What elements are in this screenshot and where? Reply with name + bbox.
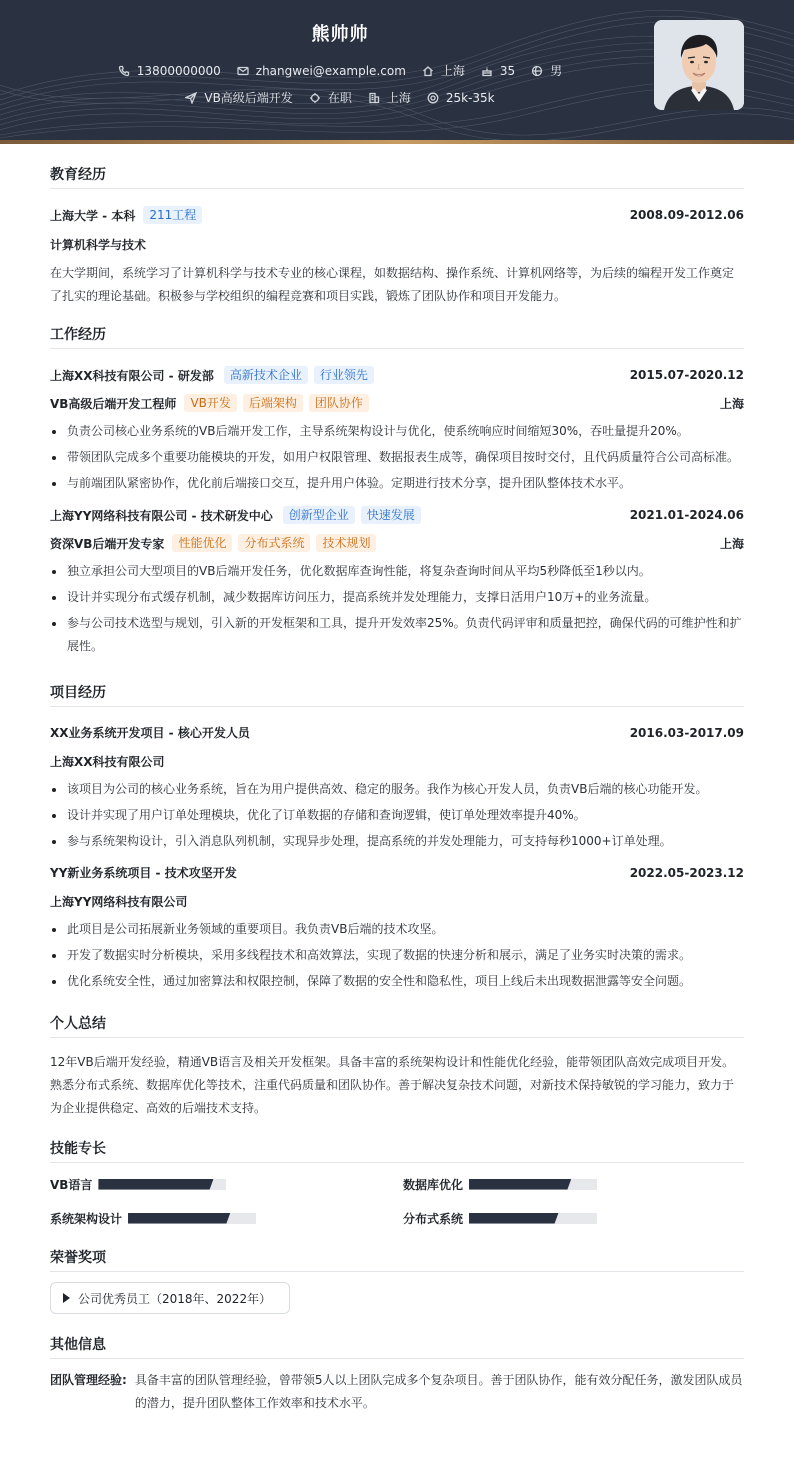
salary-value: 25k-35k [445,90,495,105]
list-item: 与前端团队紧密协作，优化前后端接口交互，提升用户体验。定期进行技术分享，提升团队整体技术水平。 [50,472,744,495]
other-value: 具备丰富的团队管理经验，曾带领5人以上团队完成多个复杂项目。善于团队协作，能有效分配任务，激发团队成员的潜力，提升团队整体工作效率和技术水平。 [134,1373,743,1410]
project-bullets [50,918,744,993]
education-date: 2008.09-2012.06 [629,208,744,222]
send-icon [185,92,197,104]
skill-name: 系统架构设计 [50,1211,123,1226]
awards-title: 荣誉奖项 [50,1247,744,1272]
list-item: 设计并实现了用户订单处理模块，优化了订单数据的存储和查询逻辑，使订单处理效率提升40%。 [50,804,744,827]
cake-icon [481,65,493,77]
skill-level-bar [469,1213,597,1224]
list-item: 此项目是公司拓展新业务领域的重要项目。我负责VB后端的技术攻坚。 [50,918,744,941]
summary-text: 12年VB后端开发经验，精通VB语言及相关开发框架。具备丰富的系统架构设计和性能优化经验，能带领团队高效完成项目开发。熟悉分布式系统、数据库优化等技术，注重代码质量和团队协作。善于解决复杂技术问题，对新技术保持敏锐的学习能力，致力于为企业提供稳定、高效的后端技术支持。 [50,1055,735,1115]
summary-section [50,1013,744,1120]
money-icon [427,92,439,104]
project-entry [50,724,744,853]
gender-value: 男 [550,64,563,78]
skills-grid [50,1173,744,1229]
home-icon [422,65,434,77]
summary-title: 个人总结 [50,1013,744,1038]
company-tag: 创新型企业 [283,506,355,524]
project-company: 上海YY网络科技有限公司 [50,895,188,909]
job-entry [50,366,744,495]
project-date: 2022.05-2023.12 [629,865,744,880]
resume-header [0,0,794,140]
status-item [309,89,352,106]
resume-body [50,144,744,1415]
education-description: 在大学期间，系统学习了计算机科学与技术专业的核心课程，如数据结构、操作系统、计算机网络等，为后续的编程开发工作奠定了扎实的理论基础。积极参与学校组织的编程竞赛和项目实践，锻炼了团队协作和项目开发能力。 [50,266,735,303]
list-item: 带领团队完成多个重要功能模块的开发，如用户权限管理、数据报表生成等，确保项目按时交付，且代码质量符合公司高标准。 [50,446,744,469]
list-item: 设计并实现分布式缓存机制，减少数据库访问压力，提高系统并发处理能力，支撑日活用户10万+的业务流量。 [50,586,744,609]
project-name: YY新业务系统项目 - 技术攻坚开发 [50,866,237,880]
job-bullets [50,560,744,658]
job-role: VB高级后端开发工程师 [50,396,177,411]
job-date: 2015.07-2020.12 [629,368,744,382]
profile-avatar-illustration [654,20,744,110]
skill-level-fill [469,1179,571,1190]
other-key: 团队管理经验: [50,1373,127,1387]
project-date: 2016.03-2017.09 [629,725,744,740]
awards-section [50,1247,744,1314]
skill-level-fill [98,1179,213,1190]
gender-icon [531,65,543,77]
profile-photo [654,20,744,110]
award-label: 公司优秀员工（2018年、2022年） [78,1291,272,1306]
role-tag: VB开发 [184,394,236,412]
job-date: 2021.01-2024.06 [629,508,744,522]
job-city: 上海 [719,396,744,411]
skill-name: 分布式系统 [403,1211,464,1226]
projects-section [50,682,744,993]
candidate-name: 熊帅帅 [311,24,369,45]
role-tag: 团队协作 [309,394,369,412]
skill-level-bar [98,1179,226,1190]
project-entry [50,864,744,993]
role-tag: 技术规划 [316,534,376,552]
list-item: 开发了数据实时分析模块，采用多线程技术和高效算法，实现了数据的快速分析和展示，满足了业务实时决策的需求。 [50,944,744,967]
award-toggle[interactable] [50,1282,290,1314]
job-company-row [50,506,744,524]
age-value: 35 [499,63,516,78]
project-header-row [50,864,744,881]
job-city: 上海 [719,536,744,551]
phone-icon [118,65,130,77]
other-item [50,1369,744,1415]
company-name: 上海XX科技有限公司 - 研发部 [50,368,214,383]
school-tag: 211工程 [143,206,202,224]
education-header-row [50,206,744,224]
city-item [368,89,411,106]
skills-title: 技能专长 [50,1138,744,1163]
list-item: 独立承担公司大型项目的VB后端开发任务，优化数据库查询性能，将复杂查询时间从平均5秒降低至1秒以内。 [50,560,744,583]
age-item [481,64,515,78]
education-section [50,164,744,308]
email-icon [237,65,249,77]
email-item [237,64,406,78]
company-tag: 快速发展 [361,506,421,524]
project-name: XX业务系统开发项目 - 核心开发人员 [50,726,250,740]
job-company-row [50,366,744,384]
phone-item [118,64,221,78]
major: 计算机科学与技术 [50,238,147,252]
location-item [422,62,465,79]
role-tag: 分布式系统 [238,534,310,552]
position-item [185,89,292,106]
skill-item [403,1207,744,1229]
skills-section [50,1138,744,1229]
building-icon [368,92,380,104]
company-name: 上海YY网络科技有限公司 - 技术研发中心 [50,508,273,523]
job-bullets [50,420,744,495]
expand-triangle-icon [63,1293,70,1303]
skill-level-bar [128,1213,256,1224]
job-role-row [50,394,744,412]
other-title: 其他信息 [50,1334,744,1359]
education-title: 教育经历 [50,164,744,189]
other-section [50,1334,744,1415]
position-value: VB高级后端开发 [204,91,293,105]
job-info-row [0,89,680,106]
list-item: 参与系统架构设计，引入消息队列机制，实现异步处理，提高系统的并发处理能力，可支持每秒1000+订单处理。 [50,830,744,853]
project-company: 上海XX科技有限公司 [50,755,165,769]
status-icon [309,92,321,104]
list-item: 参与公司技术选型与规划，引入新的开发框架和工具，提升开发效率25%。负责代码评审和质量把控，确保代码的可维护性和扩展性。 [50,612,744,658]
skill-level-fill [469,1213,559,1224]
email-value: zhangwei@example.com [255,63,406,78]
salary-item [427,91,495,105]
skill-item [50,1207,403,1229]
company-tag: 高新技术企业 [224,366,308,384]
school-name: 上海大学 - 本科 [50,208,136,223]
skill-item [50,1173,403,1195]
skill-level-bar [469,1179,597,1190]
list-item: 优化系统安全性，通过加密算法和权限控制，保障了数据的安全性和隐私性，项目上线后未出现数据泄露等安全问题。 [50,970,744,993]
skill-item [403,1173,744,1195]
list-item: 该项目为公司的核心业务系统，旨在为用户提供高效、稳定的服务。我作为核心开发人员，负责VB后端的核心功能开发。 [50,778,744,801]
phone-value: 13800000000 [136,63,221,78]
role-tag: 后端架构 [243,394,303,412]
project-header-row [50,724,744,741]
job-entry [50,506,744,658]
status-value: 在职 [327,91,352,105]
role-tag: 性能优化 [172,534,232,552]
projects-title: 项目经历 [50,682,744,707]
project-bullets [50,778,744,853]
job-role: 资深VB后端开发专家 [50,536,165,551]
skill-level-fill [128,1213,230,1224]
work-section [50,324,744,658]
skill-name: 数据库优化 [403,1177,464,1192]
work-title: 工作经历 [50,324,744,349]
job-role-row [50,534,744,552]
gender-item [531,62,562,79]
skill-name: VB语言 [50,1177,93,1192]
list-item: 负责公司核心业务系统的VB后端开发工作，主导系统架构设计与优化，使系统响应时间缩短30%，吞吐量提升20%。 [50,420,744,443]
location-value: 上海 [440,64,465,78]
company-tag: 行业领先 [314,366,374,384]
city-value: 上海 [386,91,411,105]
contact-info-row [0,62,680,79]
